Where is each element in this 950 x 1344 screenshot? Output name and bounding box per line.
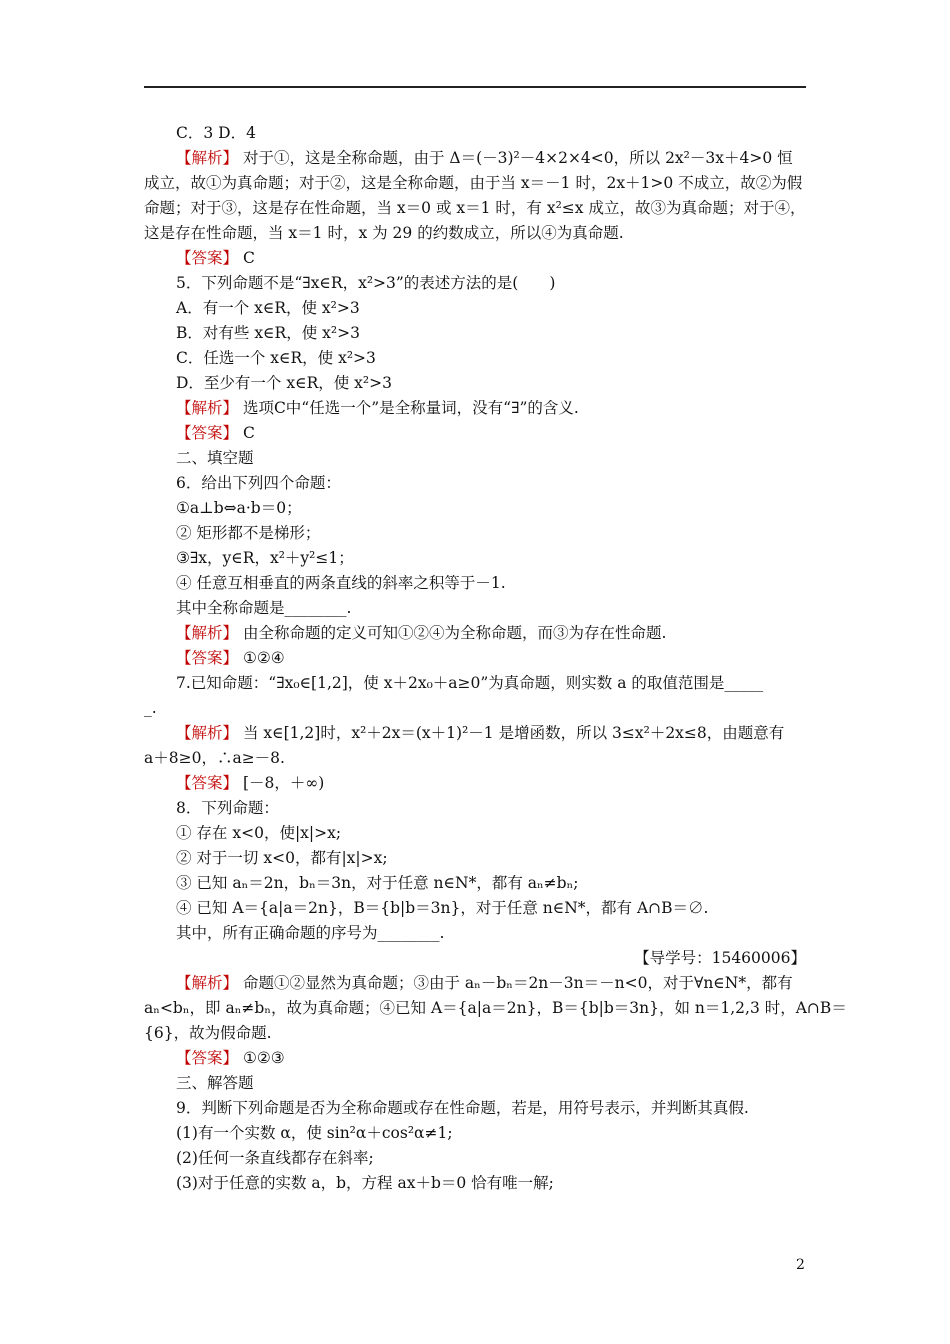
text-line: aₙ<bₙ，即 aₙ≠bₙ，故为真命题；④已知 A＝{a|a＝2n}，B＝{b|b＝3n}，如 n＝1,2,3 时，A∩B＝ bbox=[144, 999, 847, 1017]
section-heading: 二、填空题 bbox=[176, 449, 254, 467]
text-line: ③ 已知 aₙ＝2n，bₙ＝3n，对于任意 n∈N*，都有 aₙ≠bₙ; bbox=[176, 874, 579, 892]
section-heading: 三、解答题 bbox=[176, 1074, 254, 1092]
answer-line: 【答案】 ①②③ bbox=[176, 1049, 285, 1067]
option-d: D．至少有一个 x∈R，使 x²>3 bbox=[176, 374, 392, 392]
text-line: ④ 任意互相垂直的两条直线的斜率之积等于－1. bbox=[176, 574, 506, 592]
text-line: ② 对于一切 x<0，都有|x|>x; bbox=[176, 849, 388, 867]
text-line: (2)任何一条直线都存在斜率; bbox=[176, 1149, 374, 1167]
text-line: ④ 已知 A＝{a|a＝2n}，B＝{b|b＝3n}，对于任意 n∈N*，都有 A∩B＝∅. bbox=[176, 899, 709, 917]
text-line: C．3 D．4 bbox=[176, 124, 256, 142]
text-line: ① 存在 x<0，使|x|>x; bbox=[176, 824, 342, 842]
option-b: B．对有些 x∈R，使 x²>3 bbox=[176, 324, 360, 342]
text-line: 命题；对于③，这是存在性命题，当 x＝0 或 x＝1 时，有 x²≤x 成立，故③为真命题；对于④， bbox=[144, 199, 806, 217]
text-line: ③∃x，y∈R，x²＋y²≤1； bbox=[176, 549, 354, 567]
answer-line: 【答案】 C bbox=[176, 424, 255, 442]
text-line: ①a⊥b⇔a·b＝0； bbox=[176, 499, 302, 517]
answer-line: 【答案】 ①②④ bbox=[176, 649, 285, 667]
text-line: 其中全称命题是________. bbox=[176, 599, 352, 617]
text-line: 这是存在性命题，当 x＝1 时，x 为 29 的约数成立，所以④为真命题. bbox=[144, 224, 624, 242]
question-7: 7.已知命题：“∃x₀∈[1,2]，使 x＋2x₀＋a≥0”为真命题，则实数 a 的取值范围是_____ bbox=[176, 674, 764, 692]
question-6: 6．给出下列四个命题： bbox=[176, 474, 341, 492]
header-rule bbox=[144, 86, 806, 88]
answer-line: 【答案】 C bbox=[176, 249, 255, 267]
text-line: {6}，故为假命题. bbox=[144, 1024, 272, 1042]
answer-line: 【答案】 [－8，＋∞) bbox=[176, 774, 325, 792]
analysis-line: 【解析】 由全称命题的定义可知①②④为全称命题，而③为存在性命题. bbox=[176, 624, 667, 642]
guide-number: 【导学号：15460006】 bbox=[634, 949, 806, 967]
text-line: _. bbox=[144, 699, 157, 717]
analysis-line: 【解析】 当 x∈[1,2]时，x²＋2x＝(x＋1)²－1 是增函数，所以 3≤x²＋2x≤8，由题意有 bbox=[176, 724, 785, 742]
question-8: 8．下列命题： bbox=[176, 799, 279, 817]
text-line: (1)有一个实数 α，使 sin²α＋cos²α≠1; bbox=[176, 1124, 453, 1142]
text-line: ② 矩形都不是梯形； bbox=[176, 524, 321, 542]
page-number: 2 bbox=[796, 1257, 805, 1273]
option-a: A．有一个 x∈R，使 x²>3 bbox=[176, 299, 360, 317]
text-line: (3)对于任意的实数 a，b，方程 ax＋b＝0 恰有唯一解; bbox=[176, 1174, 554, 1192]
option-c: C．任选一个 x∈R，使 x²>3 bbox=[176, 349, 376, 367]
text-line: 成立，故①为真命题；对于②，这是全称命题，由于当 x＝－1 时，2x＋1>0 不成立，故②为假 bbox=[144, 174, 803, 192]
question-5: 5．下列命题不是“∃x∈R，x²>3”的表述方法的是( ) bbox=[176, 274, 556, 292]
question-9: 9．判断下列命题是否为全称命题或存在性命题，若是，用符号表示，并判断其真假. bbox=[176, 1099, 749, 1117]
analysis-line: 【解析】 命题①②显然为真命题；③由于 aₙ－bₙ＝2n－3n＝－n<0，对于∀n∈N*，都有 bbox=[176, 974, 793, 992]
text-line: a＋8≥0，∴a≥－8. bbox=[144, 749, 285, 767]
text-line: 其中，所有正确命题的序号为________. bbox=[176, 924, 445, 942]
analysis-line: 【解析】 对于①，这是全称命题，由于 Δ＝(－3)²－4×2×4<0，所以 2x²－3x＋4>0 恒 bbox=[176, 149, 793, 167]
analysis-line: 【解析】 选项C中“任选一个”是全称量词，没有“∃”的含义. bbox=[176, 399, 579, 417]
